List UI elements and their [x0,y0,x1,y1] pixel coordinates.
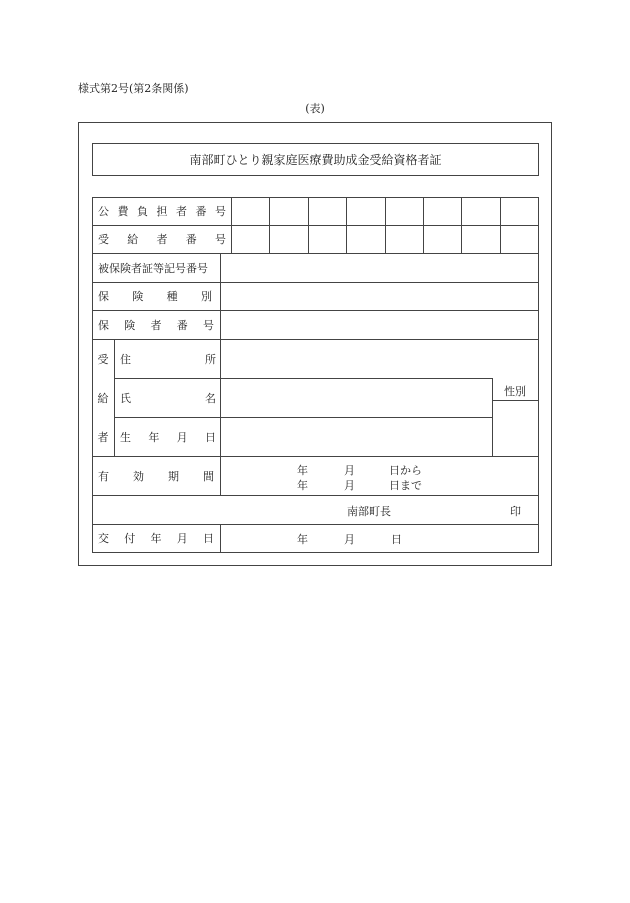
validity-to-year: 年 [297,479,308,492]
label-recipient-group: 受 給 者 [97,352,109,444]
label-public-payer-number: 公 費 負 担 者 番 号 [98,205,226,218]
issue-year: 年 [297,533,308,546]
validity-from-day: 日から [389,464,422,477]
issue-month: 月 [344,533,355,546]
label-recipient-number: 受 給 者 番 号 [98,233,226,246]
form-reference: 様式第2号(第2条関係) [78,82,189,95]
issue-day: 日 [391,533,402,546]
validity-from-year: 年 [297,464,308,477]
seal-mark: 印 [510,505,521,518]
label-validity-period: 有 効 期 間 [98,469,214,483]
label-name: 氏 名 [120,391,216,405]
label-insurance-type: 保 険 種 別 [98,290,212,303]
validity-from-month: 月 [344,464,355,477]
certificate-title: 南部町ひとり親家庭医療費助成金受給資格者証 [92,143,539,176]
label-insured-card-number: 被保険者証等記号番号 [98,261,208,275]
label-gender: 性別 [504,385,526,398]
validity-to-month: 月 [344,479,355,492]
label-insurer-number: 保 険 者 番 号 [98,318,214,332]
label-birth-date: 生 年 月 日 [120,430,216,444]
certificate-table [92,197,539,553]
label-address: 住 所 [120,352,216,366]
label-issue-date: 交 付 年 月 日 [98,532,214,545]
issuer-name: 南部町長 [347,505,391,518]
side-label: (表) [305,102,325,115]
validity-to-day: 日まで [389,479,422,492]
